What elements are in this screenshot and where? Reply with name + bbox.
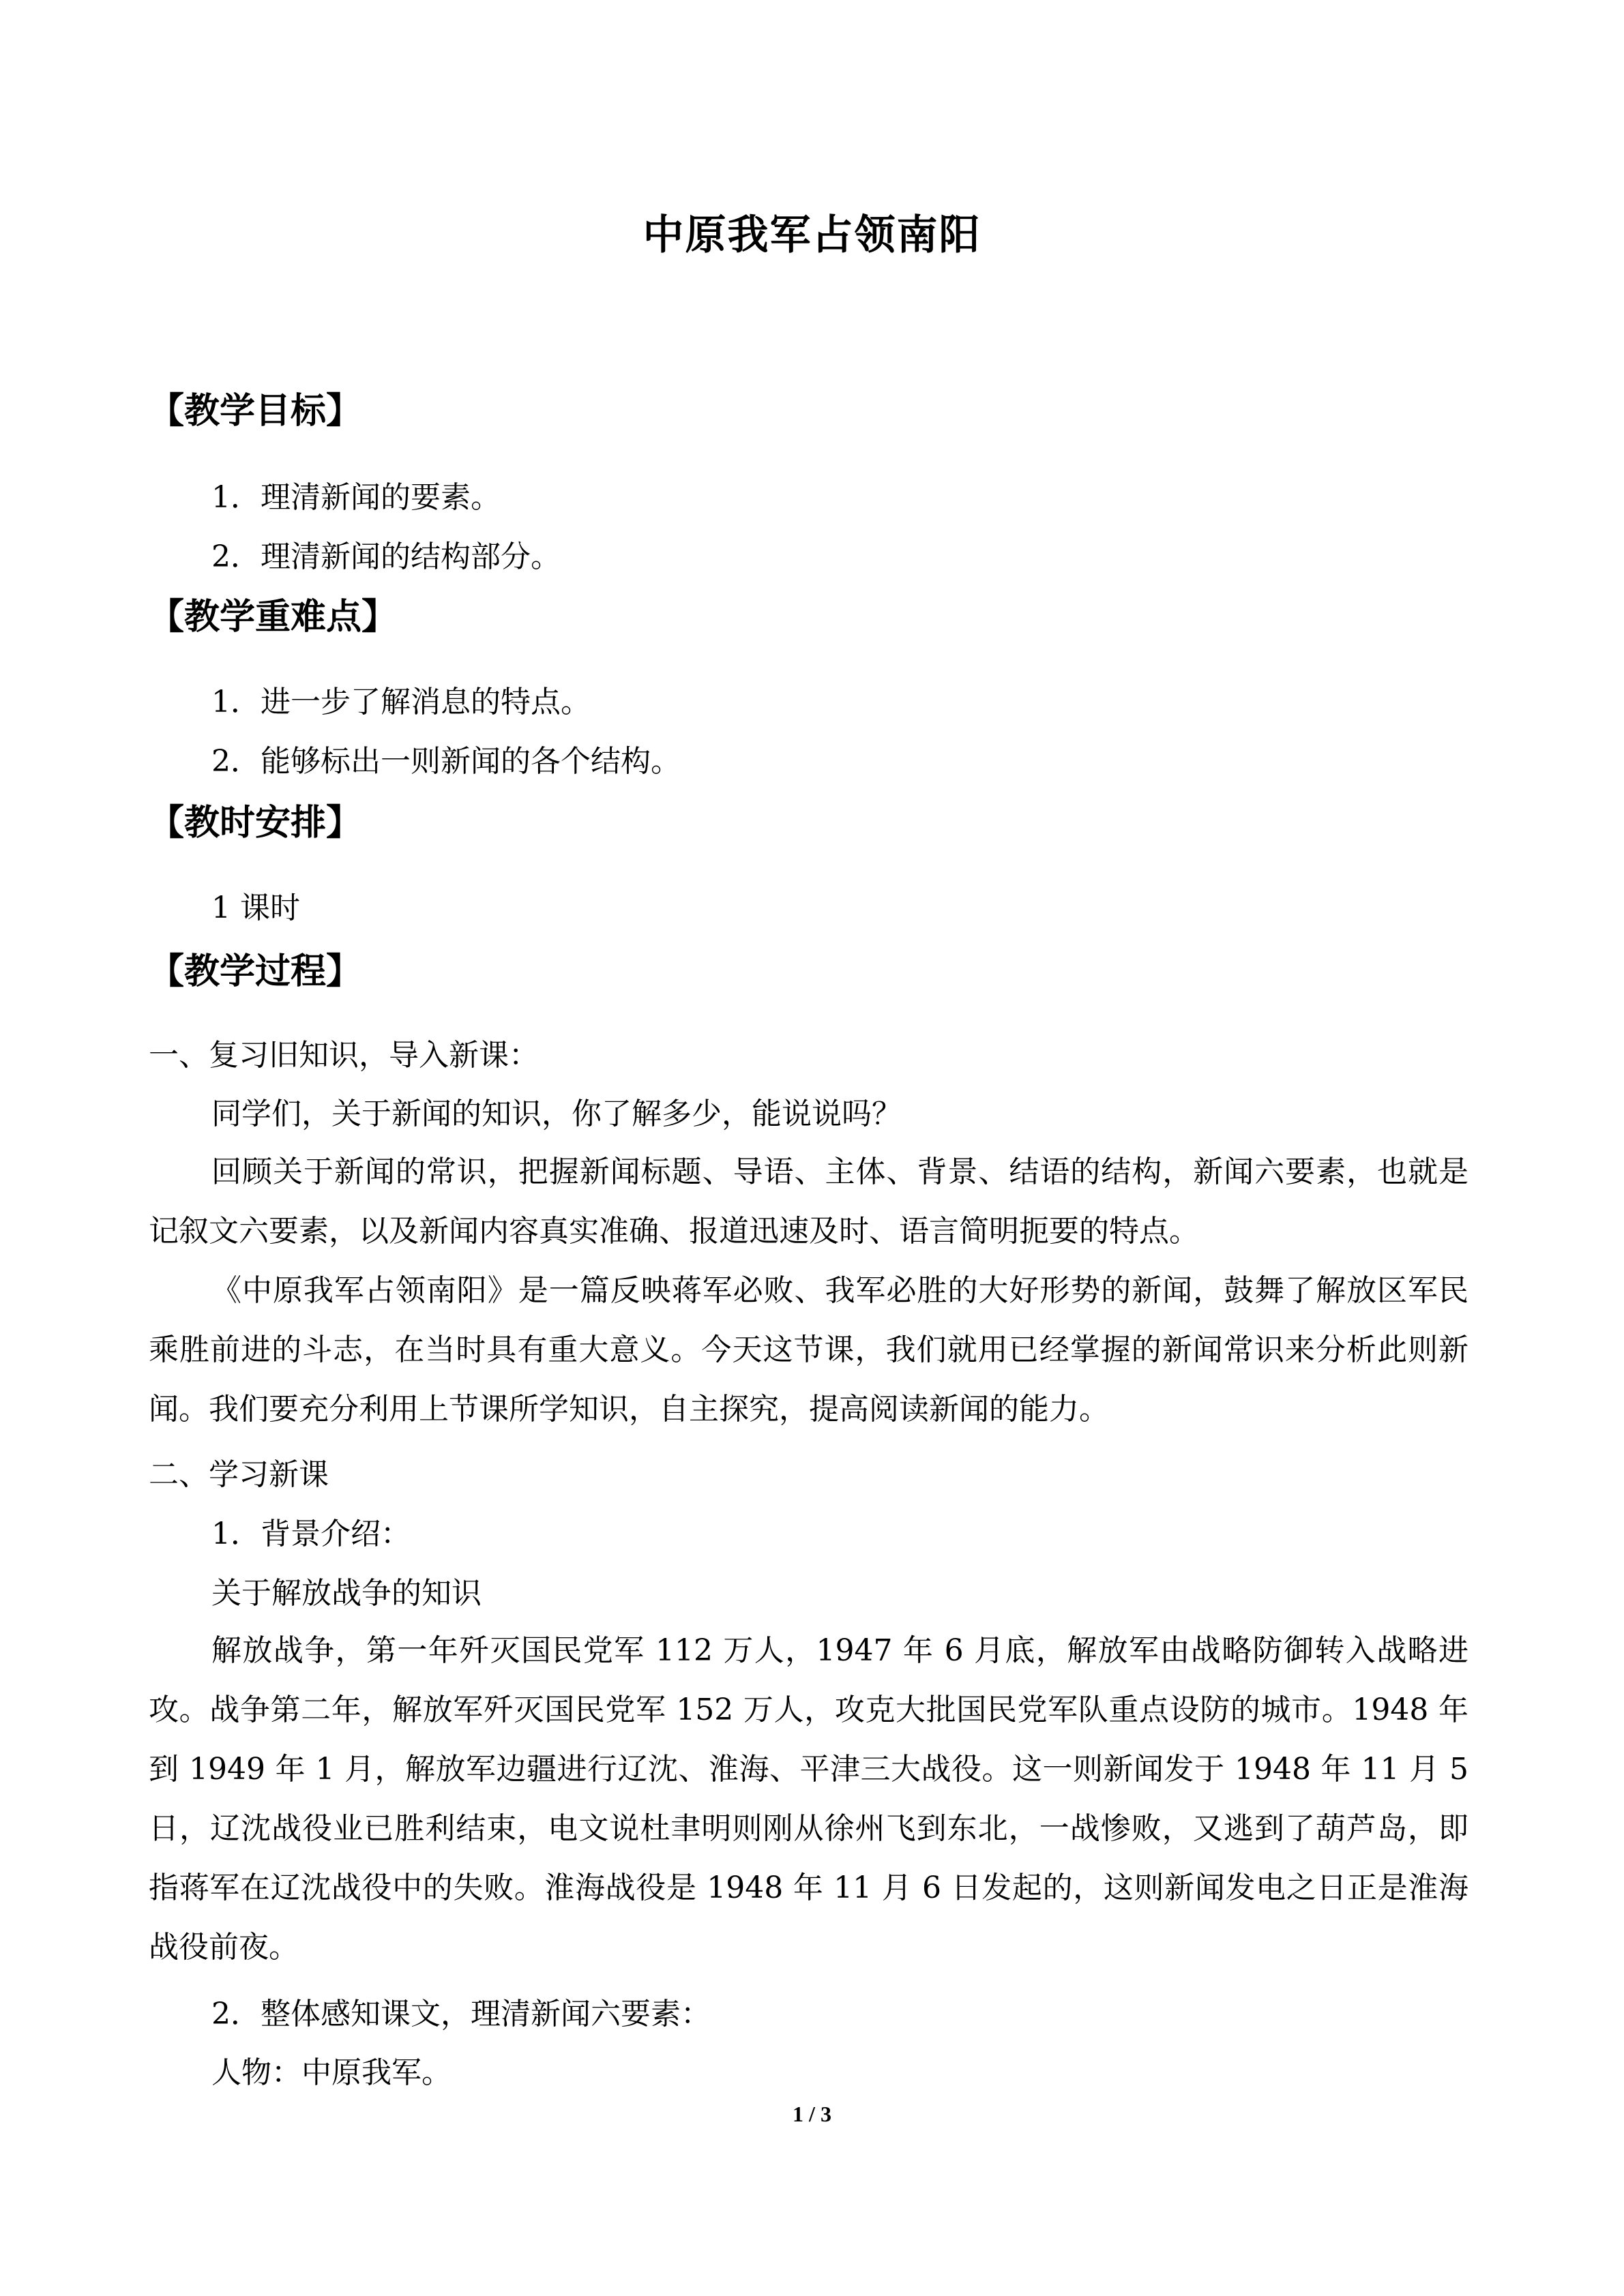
section-heading-process: 【教学过程】 — [149, 951, 362, 992]
process-sub1-title: 1．背景介绍： — [211, 1517, 411, 1551]
section-heading-schedule: 【教时安排】 — [149, 803, 362, 844]
objective-item-1: 1．理清新闻的要素。 — [211, 480, 501, 515]
process-sub1-label: 关于解放战争的知识 — [211, 1576, 482, 1611]
schedule-text: 1 课时 — [211, 891, 300, 925]
process-paragraph-4: 解放战争，第一年歼灭国民党军 112 万人，1947 年 6 月底，解放军由战略防御转入战略进攻。战争第二年，解放军歼灭国民党军 152 万人，攻克大批国民党军队重点设防的城市。1948 年到 1949 年 1 月，解放军边疆进行辽沈、淮海、平津三大战役。这一则新闻发于 1948 年 11 月 5 日，辽沈战役业已胜利结束，电文说杜聿明则刚从徐州飞到东北，一战惨败，又逃到了葫芦岛，即指蒋军在辽沈战役中的失败。淮海战役是 1948 年 11 月 6 日发起的，这则新闻发电之日正是淮海战役前夜。 — [149, 1633, 1468, 1965]
process-sub2-item: 人物：中原我军。 — [211, 2055, 452, 2090]
process-part2-title: 二、学习新课 — [149, 1457, 329, 1492]
objective-item-2: 2．理清新闻的结构部分。 — [211, 539, 561, 574]
key-point-item-2: 2．能够标出一则新闻的各个结构。 — [211, 744, 681, 779]
process-paragraph-1: 同学们，关于新闻的知识，你了解多少，能说说吗？ — [211, 1097, 902, 1131]
process-sub2-title: 2．整体感知课文，理清新闻六要素： — [211, 1997, 711, 2031]
process-part1-title: 一、复习旧知识，导入新课： — [149, 1038, 539, 1073]
page-number: 1 / 3 — [793, 2102, 831, 2126]
section-heading-objectives: 【教学目标】 — [149, 391, 362, 432]
process-paragraph-2: 回顾关于新闻的常识，把握新闻标题、导语、主体、背景、结语的结构，新闻六要素，也就是记叙文六要素，以及新闻内容真实准确、报道迅速及时、语言简明扼要的特点。 — [149, 1154, 1468, 1249]
section-heading-key-points: 【教学重难点】 — [149, 597, 398, 638]
document-title: 中原我军占领南阳 — [643, 211, 981, 259]
key-point-item-1: 1．进一步了解消息的特点。 — [211, 685, 591, 719]
process-paragraph-3: 《中原我军占领南阳》是一篇反映蒋军必败、我军必胜的大好形势的新闻，鼓舞了解放区军民乘胜前进的斗志，在当时具有重大意义。今天这节课，我们就用已经掌握的新闻常识来分析此则新闻。我们要充分利用上节课所学知识，自主探究，提高阅读新闻的能力。 — [149, 1273, 1468, 1427]
